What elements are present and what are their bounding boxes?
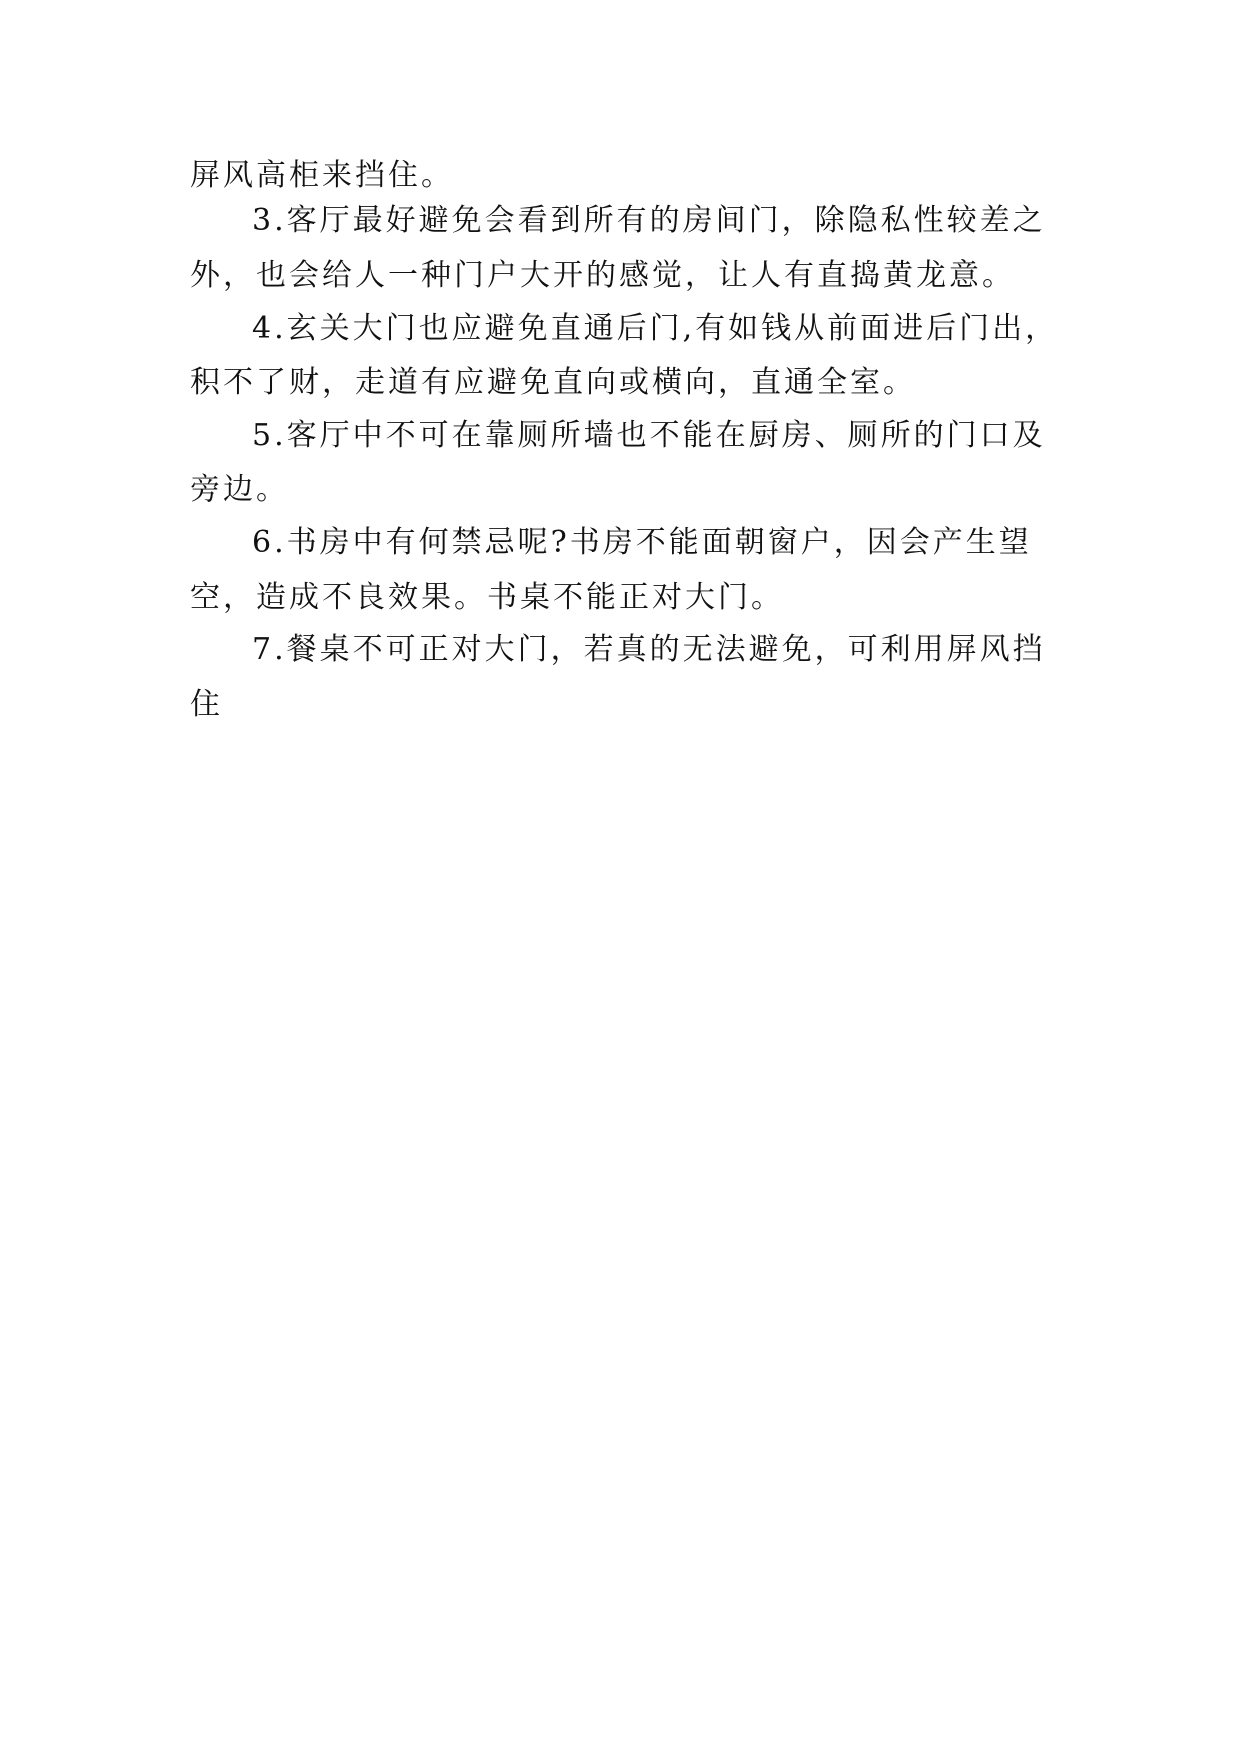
text-line-2: 3.客厅最好避免会看到所有的房间门，除隐私性较差之 xyxy=(252,203,1046,238)
text-line-4: 4.玄关大门也应避免直通后门,有如钱从前面进后门出， xyxy=(252,311,1059,346)
text-line-5: 积不了财，走道有应避免直向或横向，直通全室。 xyxy=(190,365,916,400)
text-line-9: 空，造成不良效果。书桌不能正对大门。 xyxy=(190,580,784,615)
text-line-11: 住 xyxy=(190,687,223,722)
text-line-1: 屏风高柜来挡住。 xyxy=(190,158,454,193)
text-line-3: 外，也会给人一种门户大开的感觉，让人有直捣黄龙意。 xyxy=(190,258,1015,293)
text-line-7: 旁边。 xyxy=(190,472,289,507)
text-line-10: 7.餐桌不可正对大门，若真的无法避免，可利用屏风挡 xyxy=(252,632,1046,667)
text-line-6: 5.客厅中不可在靠厕所墙也不能在厨房、厕所的门口及 xyxy=(252,418,1046,453)
text-line-8: 6.书房中有何禁忌呢?书房不能面朝窗户，因会产生望 xyxy=(252,525,1032,560)
